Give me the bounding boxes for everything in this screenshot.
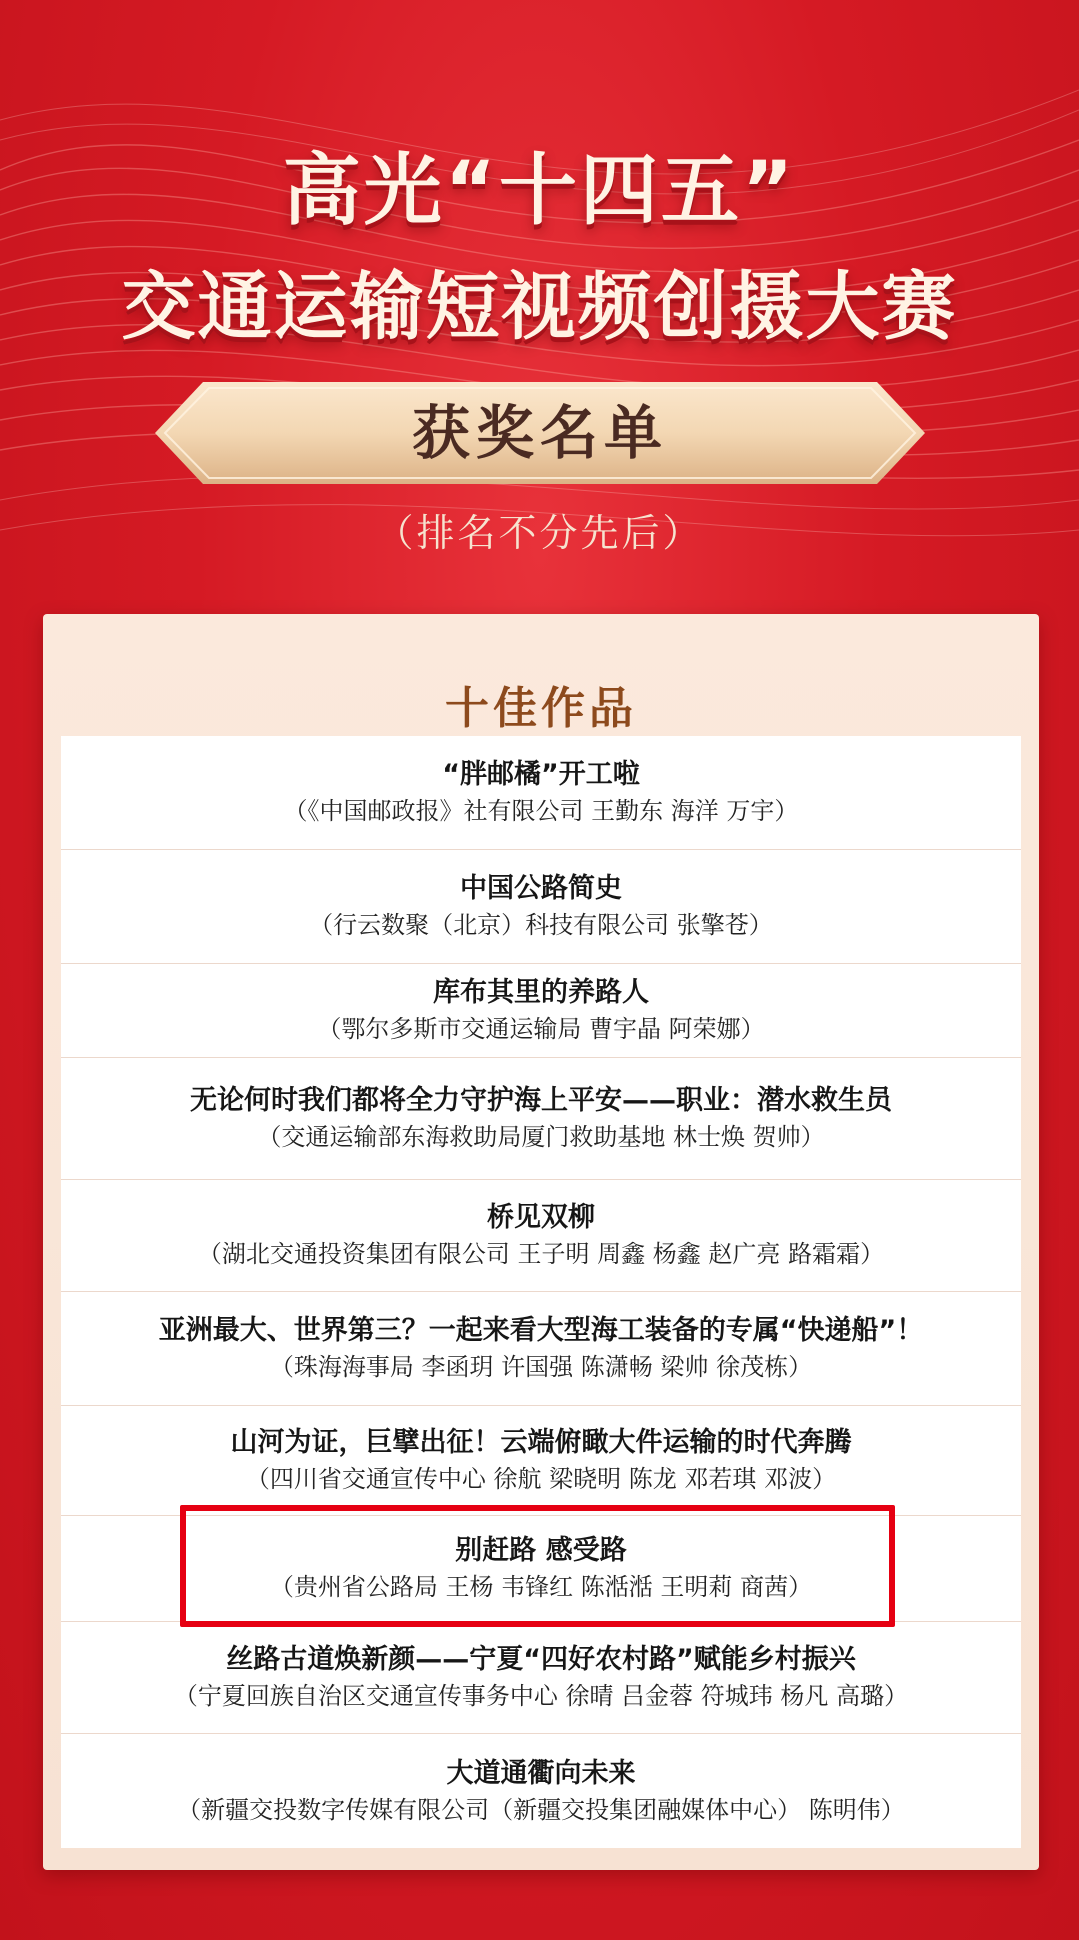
winners-list bbox=[61, 736, 1021, 1848]
work-credit: （交通运输部东海救助局厦门救助基地 林士焕 贺帅） bbox=[257, 1123, 825, 1151]
work-credit: （贵州省公路局 王杨 韦锋红 陈湉湉 王明莉 商茜） bbox=[269, 1573, 813, 1601]
work-credit: （行云数聚（北京）科技有限公司 张擎苍） bbox=[309, 911, 773, 939]
work-credit: （新疆交投数字传媒有限公司（新疆交投集团融媒体中心） 陈明伟） bbox=[177, 1795, 905, 1824]
list-item bbox=[61, 964, 1021, 1058]
work-title: 大道通衢向未来 bbox=[446, 1757, 636, 1789]
list-item bbox=[61, 1734, 1021, 1848]
work-title: 中国公路简史 bbox=[460, 873, 622, 904]
list-item bbox=[61, 736, 1021, 850]
work-credit: （湖北交通投资集团有限公司 王子明 周鑫 杨鑫 赵广亮 路霜霜） bbox=[197, 1240, 885, 1268]
banner-title: 获奖名单 bbox=[411, 399, 668, 467]
work-credit: （鄂尔多斯市交通运输局 曹宇晶 阿荣娜） bbox=[317, 1015, 765, 1043]
work-title: 山河为证，巨擘出征！云端俯瞰大件运输的时代奔腾 bbox=[230, 1427, 852, 1458]
work-title: “胖邮橘”开工啦 bbox=[442, 759, 640, 790]
work-title: 丝路古道焕新颜——宁夏“四好农村路”赋能乡村振兴 bbox=[226, 1644, 856, 1675]
work-title: 无论何时我们都将全力守护海上平安——职业：潜水救生员 bbox=[190, 1085, 892, 1116]
work-credit: （珠海海事局 李函玥 许国强 陈潇畅 梁帅 徐茂栋） bbox=[269, 1353, 813, 1381]
winners-panel bbox=[43, 614, 1039, 1870]
work-title: 别赶路 感受路 bbox=[455, 1535, 627, 1566]
list-item bbox=[61, 1180, 1021, 1292]
list-item bbox=[61, 850, 1021, 964]
list-item bbox=[61, 1622, 1021, 1734]
work-title: 库布其里的养路人 bbox=[433, 977, 649, 1008]
work-credit: （四川省交通宣传中心 徐航 梁晓明 陈龙 邓若琪 邓波） bbox=[245, 1465, 837, 1493]
section-title: 十佳作品 bbox=[445, 683, 637, 734]
work-credit: （《中国邮政报》社有限公司 王勤东 海洋 万宇） bbox=[283, 797, 799, 825]
headline-line-1: 高光“十四五” bbox=[282, 146, 797, 236]
work-credit: （宁夏回族自治区交通宣传事务中心 徐晴 吕金蓉 符城玮 杨凡 高璐） bbox=[173, 1682, 909, 1710]
work-title: 桥见双柳 bbox=[487, 1202, 595, 1233]
list-item bbox=[61, 1058, 1021, 1180]
ranking-note: （排名不分先后） bbox=[375, 511, 704, 555]
headline-line-2: 交通运输短视频创摄大赛 bbox=[121, 264, 958, 350]
work-title: 亚洲最大、世界第三？一起来看大型海工装备的专属“快递船”！ bbox=[158, 1315, 924, 1346]
list-item bbox=[61, 1292, 1021, 1406]
list-item bbox=[61, 1406, 1021, 1516]
highlight-annotation-box bbox=[180, 1505, 895, 1627]
